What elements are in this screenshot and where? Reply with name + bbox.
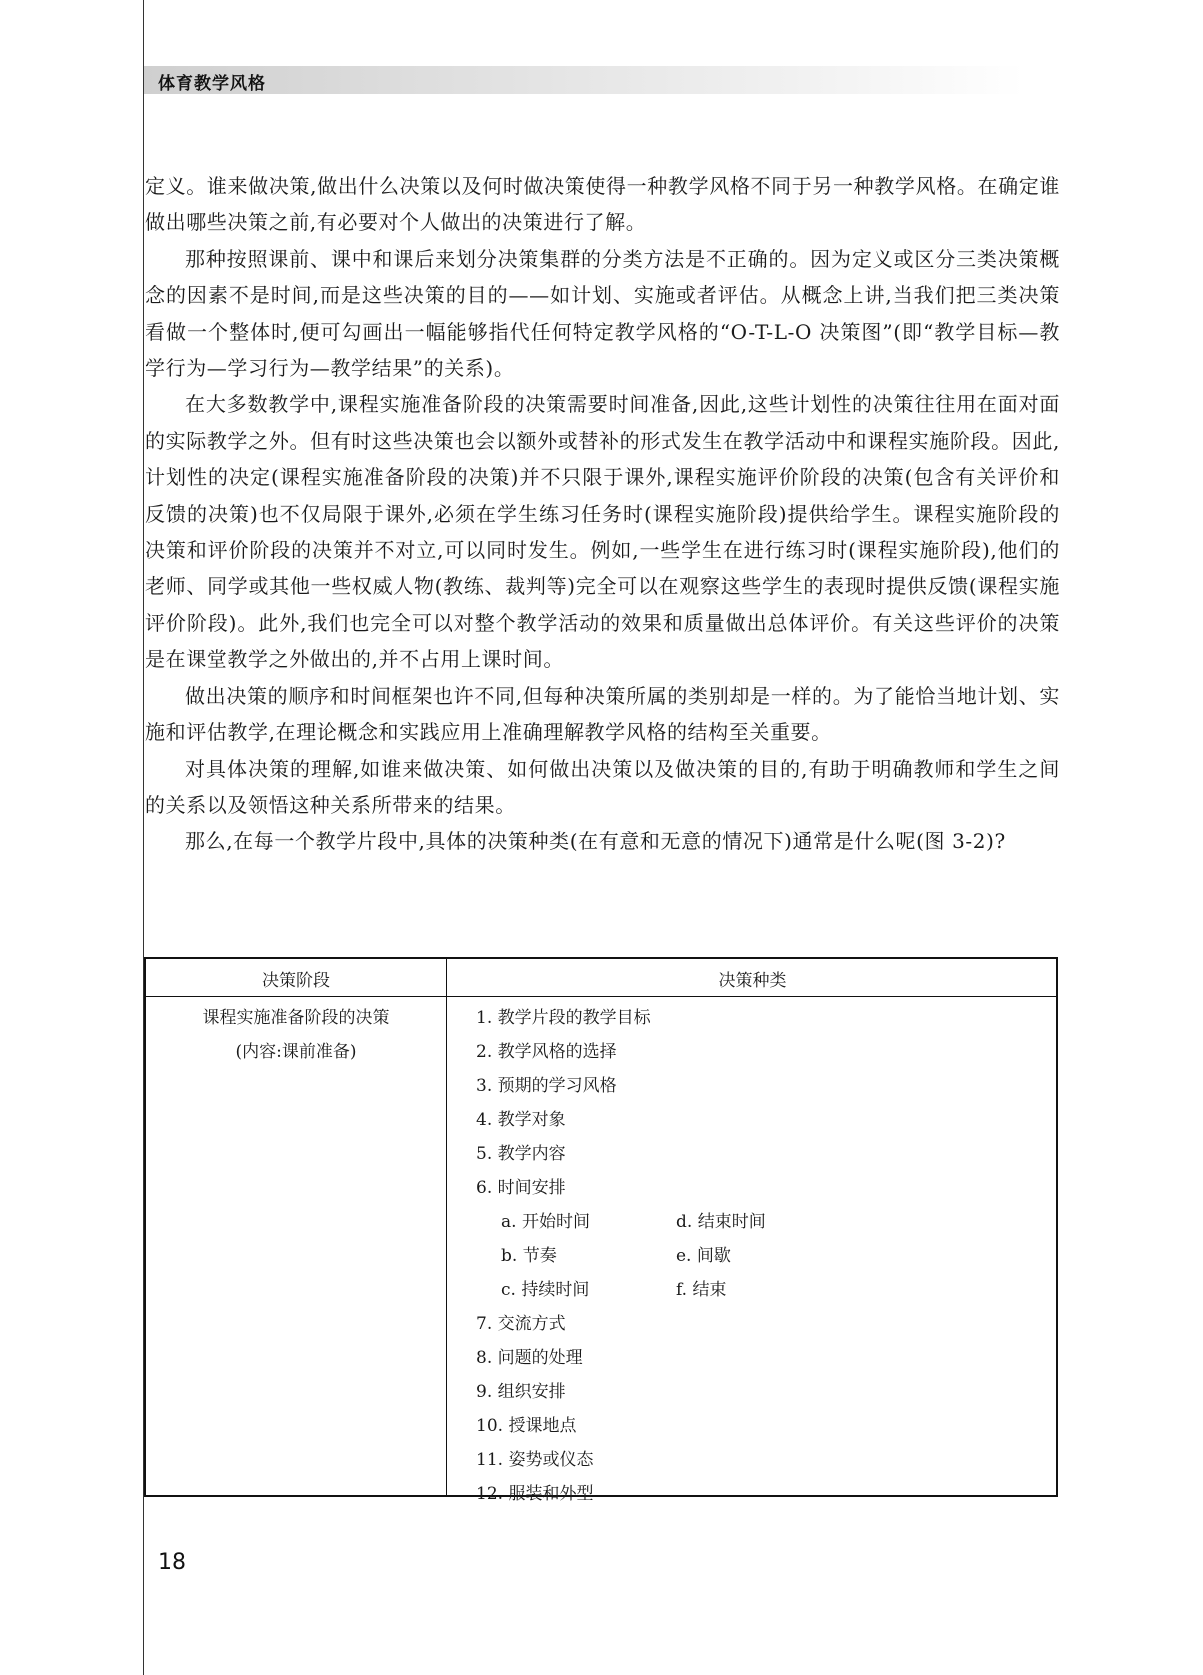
paragraph: 那种按照课前、课中和课后来划分决策集群的分类方法是不正确的。因为定义或区分三类决策概念的因素不是时间,而是这些决策的目的——如计划、实施或者评估。从概念上讲,当我们把三类决策看做一个整体时,便可勾画出一幅能够指代任何特定教学风格的“O-T-L-O 决策图”(即“教学目标—教学行为—学习行为—教学结果”的关系)。 <box>145 246 1060 381</box>
paragraph: 定义。谁来做决策,做出什么决策以及何时做决策使得一种教学风格不同于另一种教学风格。在确定谁做出哪些决策之前,有必要对个人做出的决策进行了解。 <box>145 174 1060 235</box>
list-item: 2. 教学风格的选择 <box>476 1042 617 1062</box>
decision-list <box>476 1001 766 1511</box>
running-header: 体育教学风格 <box>158 74 266 94</box>
sub-item-row <box>476 1205 766 1239</box>
list-item: 4. 教学对象 <box>476 1110 566 1130</box>
list-item: 11. 姿势或仪态 <box>476 1450 594 1470</box>
body-text <box>145 168 1060 860</box>
list-item: 3. 预期的学习风格 <box>476 1076 617 1096</box>
list-item: 8. 问题的处理 <box>476 1348 583 1368</box>
paragraph: 对具体决策的理解,如谁来做决策、如何做出决策以及做决策的目的,有助于明确教师和学生之间的关系以及领悟这种关系所带来的结果。 <box>145 756 1060 817</box>
list-item: 6. 时间安排 <box>476 1178 566 1198</box>
sub-item: c. 持续时间 <box>501 1280 590 1300</box>
header-band <box>144 66 1024 94</box>
list-item: 5. 教学内容 <box>476 1144 566 1164</box>
list-item: 10. 授课地点 <box>476 1416 577 1436</box>
list-item: 1. 教学片段的教学目标 <box>476 1008 651 1028</box>
sub-item: d. 结束时间 <box>676 1212 766 1232</box>
sub-item: a. 开始时间 <box>501 1212 590 1232</box>
sub-item: e. 间歇 <box>676 1246 731 1266</box>
sub-item-row <box>476 1239 731 1273</box>
sub-item: b. 节奏 <box>501 1246 557 1266</box>
paragraph: 做出决策的顺序和时间框架也许不同,但每种决策所属的类别却是一样的。为了能恰当地计划、实施和评估教学,在理论概念和实践应用上准确理解教学风格的结构至关重要。 <box>145 683 1060 745</box>
table-divider <box>446 959 447 1495</box>
list-item: 12. 服装和外型 <box>476 1484 594 1504</box>
stage-label: 课程实施准备阶段的决策 <box>202 1008 390 1028</box>
list-item: 7. 交流方式 <box>476 1314 566 1334</box>
table-header-rule <box>146 996 1056 997</box>
page-number: 18 <box>158 1550 186 1575</box>
paragraph: 那么,在每一个教学片段中,具体的决策种类(在有意和无意的情况下)通常是什么呢(图 3-2)? <box>185 829 1006 854</box>
sub-item-row <box>476 1273 727 1307</box>
sub-item: f. 结束 <box>676 1280 727 1300</box>
stage-cell <box>146 1001 446 1069</box>
list-item: 9. 组织安排 <box>476 1382 566 1402</box>
column-header-stage: 决策阶段 <box>262 971 330 991</box>
paragraph: 在大多数教学中,课程实施准备阶段的决策需要时间准备,因此,这些计划性的决策往往用在面对面的实际教学之外。但有时这些决策也会以额外或替补的形式发生在教学活动中和课程实施阶段。因此,计划性的决定(课程实施准备阶段的决策)并不只限于课外,课程实施评价阶段的决策(包含有关评价和反馈的决策)也不仅局限于课外,必须在学生练习任务时(课程实施阶段)提供给学生。课程实施阶段的决策和评价阶段的决策并不对立,可以同时发生。例如,一些学生在进行练习时(课程实施阶段),他们的老师、同学或其他一些权威人物(教练、裁判等)完全可以在观察这些学生的表现时提供反馈(课程实施评价阶段)。此外,我们也完全可以对整个教学活动的效果和质量做出总体评价。有关这些评价的决策是在课堂教学之外做出的,并不占用上课时间。 <box>145 392 1060 672</box>
column-header-types: 决策种类 <box>718 971 787 991</box>
stage-note: (内容:课前准备) <box>235 1042 357 1062</box>
decision-table <box>144 957 1058 1504</box>
